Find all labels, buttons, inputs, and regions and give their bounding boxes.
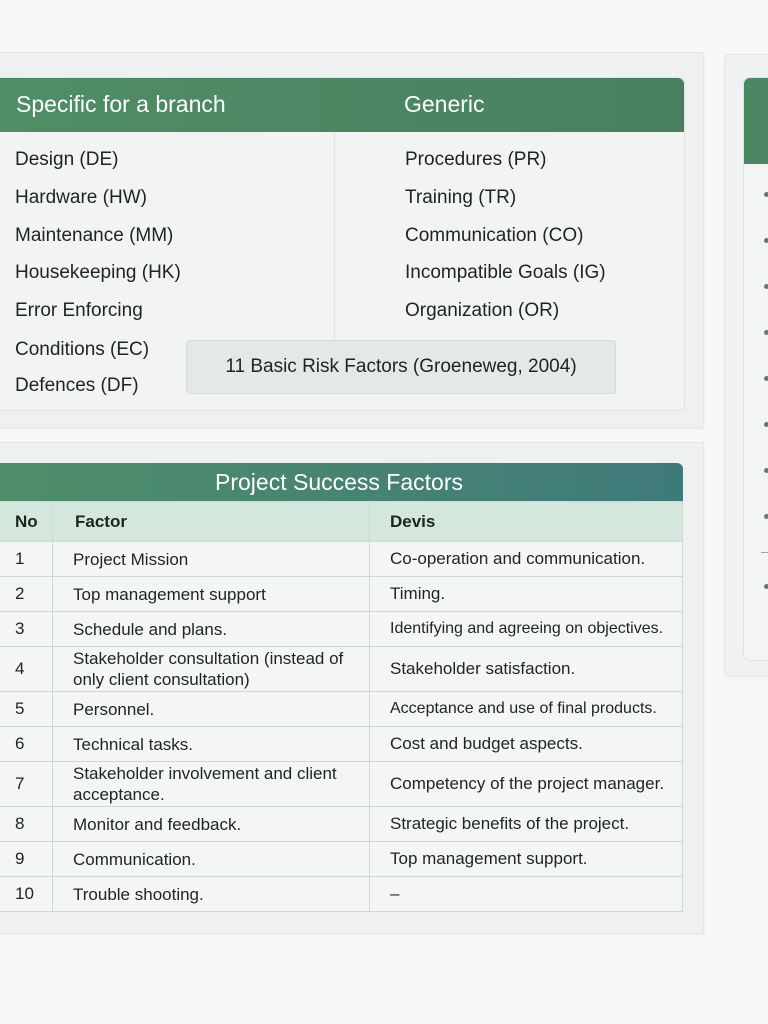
side-card — [743, 77, 768, 661]
column-header-no: No — [0, 502, 53, 542]
cell-factor: Trouble shooting. — [53, 877, 370, 912]
list-item: Design (DE) — [15, 149, 119, 170]
project-success-panel — [0, 442, 704, 934]
cell-no: 9 — [0, 842, 53, 877]
bullet-icon — [764, 192, 768, 197]
bullet-icon — [764, 330, 768, 335]
cell-devis: Top management support. — [370, 842, 683, 877]
list-item: Procedures (PR) — [405, 149, 547, 170]
list-item: Incompatible Goals (IG) — [405, 262, 606, 283]
cell-devis: Acceptance and use of final products. — [370, 692, 683, 727]
header-generic: Generic — [404, 91, 485, 117]
list-item: Hardware (HW) — [15, 187, 147, 208]
risk-factors-card — [0, 77, 685, 411]
cell-devis: Stakeholder satisfaction. — [370, 647, 683, 692]
cell-factor: Technical tasks. — [53, 727, 370, 762]
risk-factors-panel — [0, 52, 704, 428]
cell-devis: Timing. — [370, 577, 683, 612]
divider — [761, 552, 768, 553]
cell-factor: Top management support — [53, 577, 370, 612]
cell-factor: Stakeholder involvement and client acceptance. — [53, 762, 370, 807]
cell-factor: Stakeholder consultation (instead of only client consultation) — [53, 647, 370, 692]
bullet-icon — [764, 584, 768, 589]
list-item: Communication (CO) — [405, 225, 584, 246]
table-row — [0, 807, 683, 842]
table-header-row — [0, 502, 683, 542]
table-row — [0, 612, 683, 647]
table-row — [0, 762, 683, 807]
cell-no: 1 — [0, 542, 53, 577]
cell-devis: Co-operation and communication. — [370, 542, 683, 577]
cell-factor: Communication. — [53, 842, 370, 877]
cell-factor: Project Mission — [53, 542, 370, 577]
bullet-icon — [764, 514, 768, 519]
risk-factors-caption: 11 Basic Risk Factors (Groeneweg, 2004) — [186, 340, 616, 394]
cell-no: 2 — [0, 577, 53, 612]
table-row — [0, 877, 683, 912]
list-item: Maintenance (MM) — [15, 225, 174, 246]
list-item: Organization (OR) — [405, 300, 560, 321]
bullet-icon — [764, 422, 768, 427]
cell-devis: Cost and budget aspects. — [370, 727, 683, 762]
list-item: Error Enforcing — [15, 300, 143, 321]
column-divider — [334, 132, 335, 340]
bullet-icon — [764, 376, 768, 381]
cell-devis: Competency of the project manager. — [370, 762, 683, 807]
cell-no: 7 — [0, 762, 53, 807]
list-item: Housekeeping (HK) — [15, 262, 181, 283]
cell-no: 8 — [0, 807, 53, 842]
cell-devis: Strategic benefits of the project. — [370, 807, 683, 842]
project-success-table — [0, 501, 683, 912]
cell-no: 10 — [0, 877, 53, 912]
cell-no: 4 — [0, 647, 53, 692]
cell-no: 6 — [0, 727, 53, 762]
table-row — [0, 647, 683, 692]
header-specific: Specific for a branch — [16, 91, 226, 117]
bullet-icon — [764, 238, 768, 243]
cell-no: 3 — [0, 612, 53, 647]
table-row — [0, 727, 683, 762]
list-item: Conditions (EC) — [15, 339, 150, 360]
list-item: Defences (DF) — [15, 375, 139, 396]
cell-factor: Personnel. — [53, 692, 370, 727]
cell-factor: Monitor and feedback. — [53, 807, 370, 842]
side-panel — [724, 54, 768, 676]
cell-devis: – — [370, 877, 683, 912]
list-item: Training (TR) — [405, 187, 517, 208]
project-success-title: Project Success Factors — [0, 463, 683, 501]
risk-factors-header — [0, 78, 684, 132]
table-row — [0, 692, 683, 727]
table-row — [0, 542, 683, 577]
cell-no: 5 — [0, 692, 53, 727]
bullet-icon — [764, 284, 768, 289]
table-row — [0, 842, 683, 877]
bullet-icon — [764, 468, 768, 473]
cell-devis: Identifying and agreeing on objectives. — [370, 612, 683, 647]
column-header-devis: Devis — [370, 502, 683, 542]
table-row — [0, 577, 683, 612]
cell-factor: Schedule and plans. — [53, 612, 370, 647]
side-card-header — [744, 78, 768, 164]
column-header-factor: Factor — [53, 502, 370, 542]
